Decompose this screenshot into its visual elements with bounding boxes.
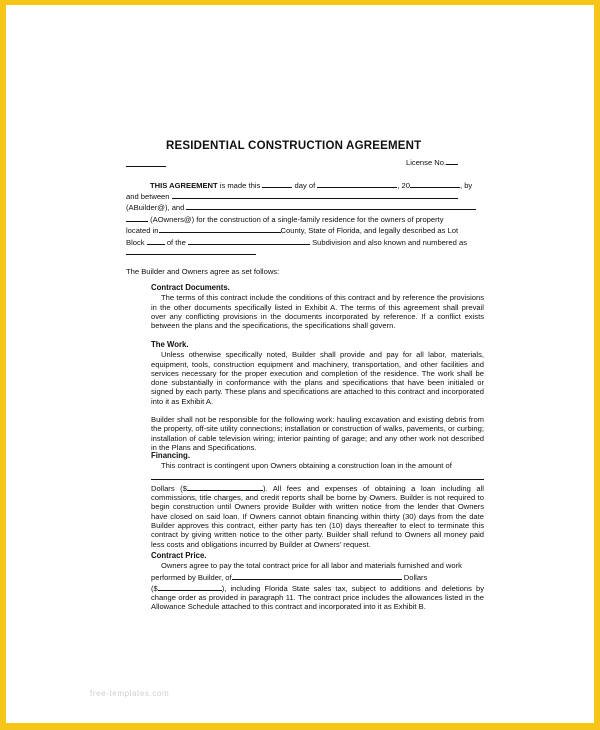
intro-line-2: and between	[126, 190, 458, 201]
financing-text: Dollars ($ ). All fees and expenses of obtaining a loan including all commissions, title charges, and credit reports shall be borne by Owners. Builder is not required to begin construction until Owners provide Builder with written notice from the lender that Owners have closed on said loan. If Owners cannot obtain financing within thirty (30) days from the date Builder approves this contract, either party has ten (10) days thereafter to elect to terminate this contract by giving written notice to the other party. Builder shall refund to Owners all money paid less costs and obligations incurred by Builder at Owners' request.	[151, 483, 484, 549]
intro-line-4: (AOwners@) for the construction of a single-family residence for the owners of property	[126, 213, 444, 224]
document-page	[6, 5, 594, 723]
this-agreement-bold: THIS AGREEMENT	[150, 181, 218, 190]
signature-line-top	[126, 158, 166, 169]
agree-line: The Builder and Owners agree as set follows:	[126, 267, 280, 276]
contract-documents-text: The terms of this contract include the conditions of this contract and by reference the provisions in the other documents specifically listed in Exhibit A. The terms of this agreement shall prevail over any conflicting provisions in the documents incorporated by reference. If a conflict exists between the plans and the specifications, the specifications shall govern.	[151, 293, 484, 331]
the-work-text-2: Builder shall not be responsible for the following work: hauling excavation and existing debris from the property, off-site utility connections; installation or construction of walks, pavements, or curbing; installation of cable television wiring; interior painting of garage; and any other work not described in the Plans and Specifications.	[151, 415, 484, 452]
section-contract-price: Contract Price. Owners agree to pay the total contract price for all labor and materials furnished and work performed by Builder, of Dollars ($ ), including Florida State sales tax, subject to additions and deletions by change order as provided in paragraph 11. The contract price includes the allowances listed in the Allowance Schedule attached to this contract and incorporated into it as Exhibit B.	[151, 551, 484, 612]
financing-heading: Financing.	[151, 451, 190, 460]
intro-line-7	[126, 246, 256, 257]
intro-line-1: THIS AGREEMENT is made this day of , 20 , by	[150, 181, 473, 190]
the-work-text: Unless otherwise specifically noted, Builder shall provide and pay for all labor, materials, equipment, tools, construction equipment and machinery, transportation, and other facilities and services necessary for the proper execution and completion of the residence. The work shall be done substantially in conformance with the plans and specifications that have been initialed or signed by each party. These plans and specifications are attached to this contract and incorporated into it as Exhibit A.	[151, 350, 484, 406]
intro-line-3: (ABuilder@), and	[126, 201, 476, 212]
contract-price-heading: Contract Price.	[151, 551, 207, 560]
contract-documents-heading: Contract Documents.	[151, 283, 230, 292]
intro-line-6: Block of the Subdivision and also known and numbered as	[126, 238, 468, 247]
license-number	[406, 156, 458, 167]
license-label: License No.	[406, 158, 447, 167]
section-the-work	[151, 340, 484, 452]
intro-line-5: located in County, State of Florida, and legally described as Lot	[126, 226, 459, 235]
watermark: free-templates.com	[90, 689, 170, 698]
section-financing: Financing. This contract is contingent upon Owners obtaining a construction loan in the amount of Dollars ($ ). All fees and expenses of obtaining a loan including all commissions, title charges, and credit reports shall be borne by Owners. Builder is not required to begin construction until Owners provide Builder with written notice from the lender that Owners have closed on said loan. If Owners cannot obtain financing within thirty (30) days from the date Builder approves this contract, either party has ten (10) days thereafter to elect to terminate this contract by giving written notice to the other party. Builder shall refund to Owners all money paid less costs and obligations incurred by Builder at Owners' request.	[151, 451, 484, 549]
document-title: RESIDENTIAL CONSTRUCTION AGREEMENT	[166, 140, 422, 152]
section-contract-documents	[151, 283, 484, 330]
contract-price-text: ($ ), including Florida State sales tax, subject to additions and deletions by change order as provided in paragraph 11. The contract price includes the allowances listed in the Allowance Schedule attached to this contract and incorporated into it as Exhibit B.	[151, 583, 484, 612]
the-work-heading: The Work.	[151, 340, 189, 349]
